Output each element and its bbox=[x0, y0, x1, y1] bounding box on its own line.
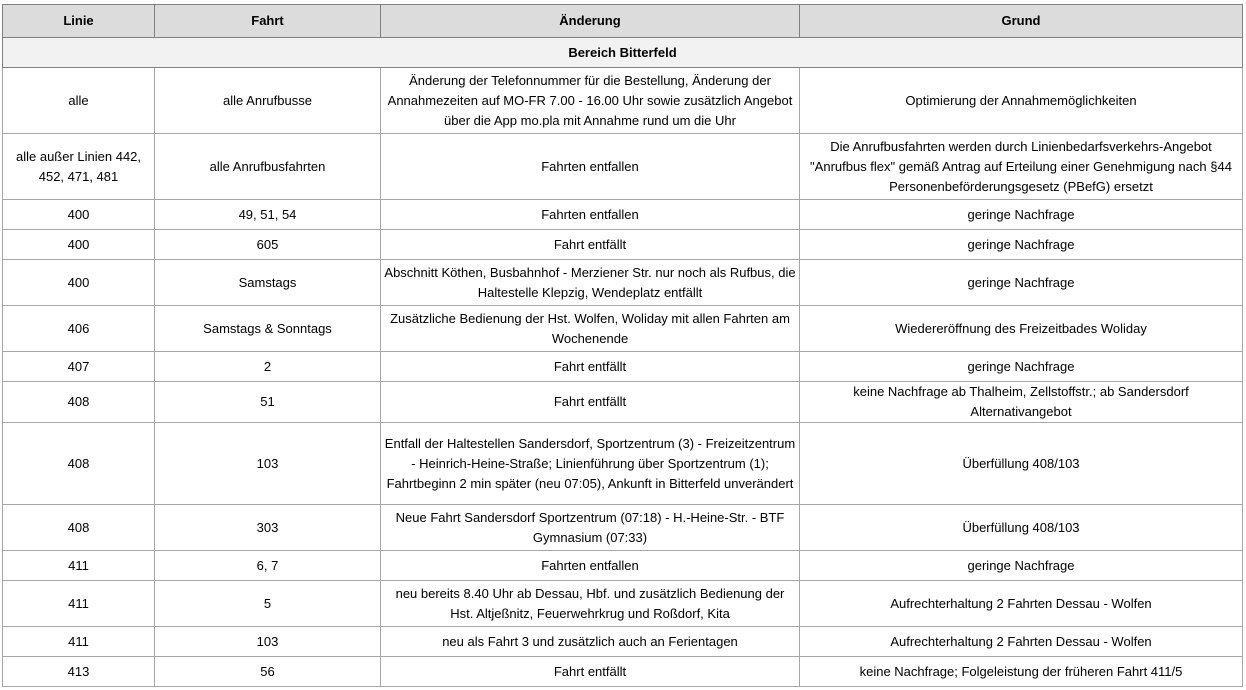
cell-fahrt: Samstags bbox=[155, 260, 381, 306]
cell-aenderung: Fahrten entfallen bbox=[381, 134, 800, 200]
section-row bbox=[3, 38, 1243, 68]
cell-linie: 400 bbox=[3, 260, 155, 306]
cell-grund: geringe Nachfrage bbox=[800, 352, 1243, 382]
table-row bbox=[3, 581, 1243, 627]
changes-table bbox=[2, 4, 1243, 687]
cell-fahrt: 56 bbox=[155, 657, 381, 687]
cell-linie: 400 bbox=[3, 230, 155, 260]
table-row bbox=[3, 68, 1243, 134]
cell-linie: alle bbox=[3, 68, 155, 134]
cell-fahrt: 303 bbox=[155, 505, 381, 551]
column-header-fahrt: Fahrt bbox=[155, 5, 381, 38]
table-row bbox=[3, 306, 1243, 352]
cell-fahrt: alle Anrufbusse bbox=[155, 68, 381, 134]
table-row bbox=[3, 200, 1243, 230]
cell-fahrt: 6, 7 bbox=[155, 551, 381, 581]
cell-linie: 400 bbox=[3, 200, 155, 230]
cell-grund: geringe Nachfrage bbox=[800, 260, 1243, 306]
cell-grund: Überfüllung 408/103 bbox=[800, 505, 1243, 551]
cell-linie: 408 bbox=[3, 382, 155, 423]
cell-fahrt: alle Anrufbusfahrten bbox=[155, 134, 381, 200]
cell-grund: Optimierung der Annahmemöglichkeiten bbox=[800, 68, 1243, 134]
cell-aenderung: Fahrt entfällt bbox=[381, 657, 800, 687]
table-row bbox=[3, 230, 1243, 260]
cell-aenderung: Fahrt entfällt bbox=[381, 382, 800, 423]
header-row bbox=[3, 5, 1243, 38]
cell-aenderung: Änderung der Telefonnummer für die Bestellung, Änderung der Annahmezeiten auf MO-FR 7.00 - 16.00 Uhr sowie zusätzlich Angebot über die App mo.pla mit Annahme rund um die Uhr bbox=[381, 68, 800, 134]
cell-grund: Überfüllung 408/103 bbox=[800, 423, 1243, 505]
cell-linie: 411 bbox=[3, 551, 155, 581]
cell-fahrt: 51 bbox=[155, 382, 381, 423]
cell-linie: 413 bbox=[3, 657, 155, 687]
table-row bbox=[3, 627, 1243, 657]
table-row bbox=[3, 657, 1243, 687]
cell-fahrt: Samstags & Sonntags bbox=[155, 306, 381, 352]
cell-linie: 411 bbox=[3, 627, 155, 657]
table-row bbox=[3, 260, 1243, 306]
cell-grund: Aufrechterhaltung 2 Fahrten Dessau - Wolfen bbox=[800, 581, 1243, 627]
table-row bbox=[3, 382, 1243, 423]
cell-aenderung: Fahrt entfällt bbox=[381, 230, 800, 260]
cell-aenderung: Abschnitt Köthen, Busbahnhof - Merziener Str. nur noch als Rufbus, die Haltestelle Klepzig, Wendeplatz entfällt bbox=[381, 260, 800, 306]
cell-aenderung: Zusätzliche Bedienung der Hst. Wolfen, Woliday mit allen Fahrten am Wochenende bbox=[381, 306, 800, 352]
cell-linie: 411 bbox=[3, 581, 155, 627]
cell-aenderung: Fahrten entfallen bbox=[381, 551, 800, 581]
cell-aenderung: Neue Fahrt Sandersdorf Sportzentrum (07:18) - H.-Heine-Str. - BTF Gymnasium (07:33) bbox=[381, 505, 800, 551]
cell-fahrt: 605 bbox=[155, 230, 381, 260]
section-title: Bereich Bitterfeld bbox=[3, 38, 1243, 68]
table-body bbox=[3, 68, 1243, 687]
cell-linie: 408 bbox=[3, 423, 155, 505]
cell-aenderung: neu als Fahrt 3 und zusätzlich auch an Ferientagen bbox=[381, 627, 800, 657]
cell-linie: alle außer Linien 442, 452, 471, 481 bbox=[3, 134, 155, 200]
cell-fahrt: 49, 51, 54 bbox=[155, 200, 381, 230]
cell-aenderung: neu bereits 8.40 Uhr ab Dessau, Hbf. und zusätzlich Bedienung der Hst. Altjeßnitz, Feuerwehrkrug und Roßdorf, Kita bbox=[381, 581, 800, 627]
cell-grund: Die Anrufbusfahrten werden durch Linienbedarfsverkehrs-Angebot "Anrufbus flex" gemäß Antrag auf Erteilung einer Genehmigung nach §44 Personenbeförderungsgesetz (PBefG) ersetzt bbox=[800, 134, 1243, 200]
table-row bbox=[3, 423, 1243, 505]
cell-fahrt: 2 bbox=[155, 352, 381, 382]
cell-grund: Wiedereröffnung des Freizeitbades Woliday bbox=[800, 306, 1243, 352]
table-row bbox=[3, 505, 1243, 551]
cell-grund: geringe Nachfrage bbox=[800, 230, 1243, 260]
table-row bbox=[3, 134, 1243, 200]
table-row bbox=[3, 352, 1243, 382]
column-header-grund: Grund bbox=[800, 5, 1243, 38]
cell-aenderung: Fahrten entfallen bbox=[381, 200, 800, 230]
cell-fahrt: 103 bbox=[155, 423, 381, 505]
cell-linie: 406 bbox=[3, 306, 155, 352]
column-header-aenderung: Änderung bbox=[381, 5, 800, 38]
table-row bbox=[3, 551, 1243, 581]
cell-grund: keine Nachfrage; Folgeleistung der früheren Fahrt 411/5 bbox=[800, 657, 1243, 687]
cell-linie: 408 bbox=[3, 505, 155, 551]
cell-fahrt: 103 bbox=[155, 627, 381, 657]
cell-grund: geringe Nachfrage bbox=[800, 200, 1243, 230]
cell-linie: 407 bbox=[3, 352, 155, 382]
cell-fahrt: 5 bbox=[155, 581, 381, 627]
cell-grund: keine Nachfrage ab Thalheim, Zellstoffstr.; ab Sandersdorf Alternativangebot bbox=[800, 382, 1243, 423]
cell-grund: Aufrechterhaltung 2 Fahrten Dessau - Wolfen bbox=[800, 627, 1243, 657]
cell-aenderung: Fahrt entfällt bbox=[381, 352, 800, 382]
cell-grund: geringe Nachfrage bbox=[800, 551, 1243, 581]
cell-aenderung: Entfall der Haltestellen Sandersdorf, Sportzentrum (3) - Freizeitzentrum - Heinrich-Heine-Straße; Linienführung über Sportzentrum (1); Fahrtbeginn 2 min später (neu 07:05), Ankunft in Bitterfeld unverändert bbox=[381, 423, 800, 505]
column-header-linie: Linie bbox=[3, 5, 155, 38]
